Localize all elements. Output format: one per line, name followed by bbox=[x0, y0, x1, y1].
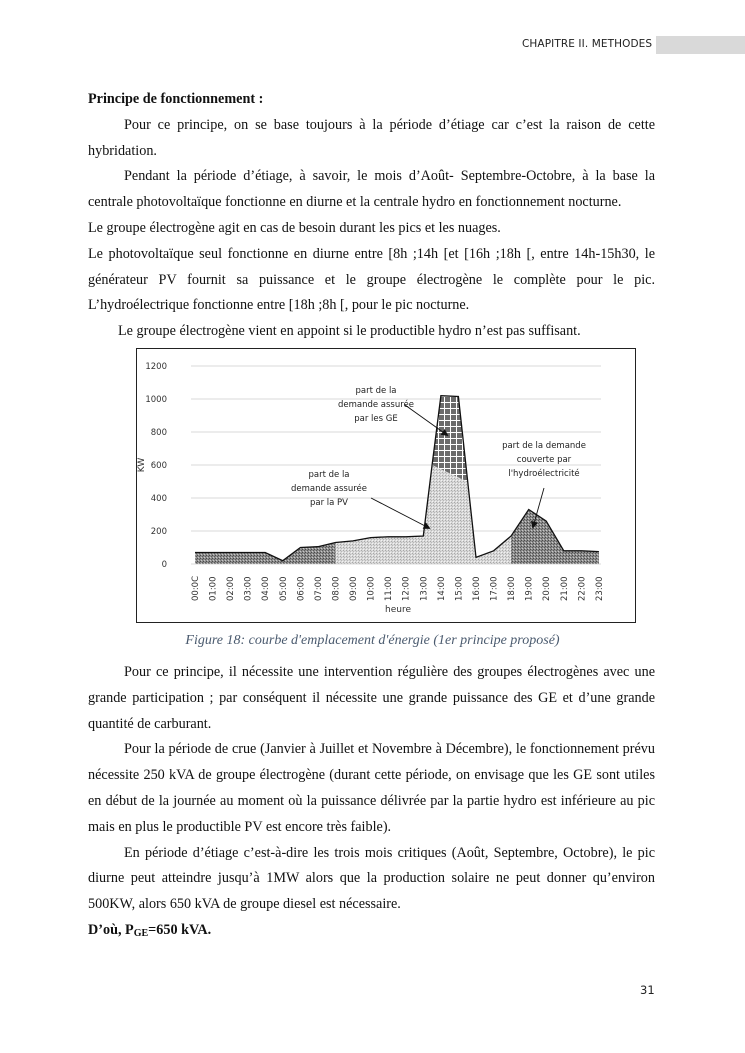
area-hydro-night bbox=[195, 543, 336, 565]
svg-text:15:00: 15:00 bbox=[454, 576, 465, 601]
svg-text:demande assurée: demande assurée bbox=[337, 400, 415, 410]
paragraph: Pour ce principe, il nécessite une intervention régulière des groupes électrogènes avec une grande participation ; par conséquent il nécessite une grande puissance des GE et d’une grande quantité de carburant. bbox=[88, 664, 655, 732]
svg-text:demande assurée: demande assurée bbox=[290, 484, 368, 494]
svg-text:20:00: 20:00 bbox=[542, 576, 553, 601]
section-principle bbox=[88, 87, 655, 345]
svg-text:02:00: 02:00 bbox=[226, 576, 237, 601]
chapter-title: CHAPITRE II. METHODES bbox=[522, 38, 653, 50]
svg-text:09:00: 09:00 bbox=[349, 576, 359, 601]
svg-text:1000: 1000 bbox=[145, 395, 167, 405]
svg-text:10:00: 10:00 bbox=[366, 576, 377, 601]
conclusion-formula bbox=[88, 918, 655, 947]
header-decoration-bar bbox=[656, 36, 745, 54]
svg-text:13:00: 13:00 bbox=[419, 576, 430, 601]
svg-text:06:00: 06:00 bbox=[296, 576, 307, 601]
svg-text:part de la: part de la bbox=[308, 470, 350, 480]
paragraph: Pendant la période d’étiage, à savoir, le mois d’Août- Septembre-Octobre, à la base la centrale photovoltaïque fonctionne en diurne et la centrale hydro en fonctionnement nocturne. bbox=[88, 168, 655, 211]
section-conclusion bbox=[88, 660, 655, 947]
svg-text:0: 0 bbox=[161, 560, 167, 570]
svg-text:12:00: 12:00 bbox=[401, 576, 412, 601]
svg-text:couverte par: couverte par bbox=[516, 455, 572, 465]
annotation-hydro bbox=[502, 441, 586, 479]
paragraph: Pour ce principe, on se base toujours à la période d’étiage car c’est la raison de cette hybridation. bbox=[88, 116, 655, 159]
svg-text:04:00: 04:00 bbox=[261, 576, 272, 601]
area-chart-svg bbox=[137, 349, 637, 624]
svg-text:l'hydroélectricité: l'hydroélectricité bbox=[508, 469, 580, 479]
formula-prefix: D’où, P bbox=[88, 921, 134, 938]
svg-text:21:00: 21:00 bbox=[559, 576, 570, 601]
paragraph: En période d’étiage c’est-à-dire les trois mois critiques (Août, Septembre, Octobre), le pic diurne peut atteindre jusqu’à 1MW alors que la production solaire ne peut donner qu’environ 500KW, alors 650 kVA de groupe diesel est nécessaire. bbox=[88, 844, 655, 913]
svg-text:400: 400 bbox=[150, 494, 167, 504]
figure-caption: Figure 18: courbe d'emplacement d'énergie (1er principe proposé) bbox=[185, 633, 560, 648]
svg-text:19:00: 19:00 bbox=[524, 576, 535, 601]
svg-text:1200: 1200 bbox=[145, 362, 167, 372]
x-axis-ticks bbox=[191, 576, 605, 601]
svg-text:23:00: 23:00 bbox=[594, 576, 605, 601]
formula-subscript: GE bbox=[133, 927, 149, 939]
paragraph: Pour la période de crue (Janvier à Juillet et Novembre à Décembre), le fonctionnement prévu nécessite 250 kVA de groupe électrogène (durant cette période, on envisage que les GE sont utiles en début de la journée au moment où la puissance délivrée par la partie hydro est inférieure au pic mais en plus le productible PV est encore très faible). bbox=[88, 741, 655, 835]
svg-text:08:00: 08:00 bbox=[331, 576, 342, 601]
svg-text:22:00: 22:00 bbox=[577, 576, 588, 601]
svg-text:07:00: 07:00 bbox=[313, 576, 324, 601]
svg-text:18:00: 18:00 bbox=[507, 576, 518, 601]
paragraph: Le photovoltaïque seul fonctionne en diurne entre [8h ;14h [et [16h ;18h [, entre 14h-15h30, le générateur PV fournit sa puissance et le groupe électrogène le complète pour le pic. L’hydroélectrique fonctionne entre [18h ;8h [, pour le pic nocturne. bbox=[88, 245, 655, 314]
page-number: 31 bbox=[640, 983, 655, 997]
svg-text:part de la demande: part de la demande bbox=[502, 441, 586, 451]
svg-text:01:00: 01:00 bbox=[208, 576, 219, 601]
energy-chart bbox=[136, 348, 636, 623]
svg-text:14:00: 14:00 bbox=[436, 576, 447, 601]
annotation-ge bbox=[338, 386, 414, 424]
section-heading: Principe de fonctionnement : bbox=[88, 91, 264, 107]
svg-text:16:00: 16:00 bbox=[472, 576, 482, 601]
formula-suffix: =650 kVA. bbox=[148, 921, 212, 938]
svg-text:05:00: 05:00 bbox=[278, 576, 289, 601]
paragraph: Le groupe électrogène agit en cas de besoin durant les pics et les nuages. bbox=[88, 219, 501, 236]
svg-text:800: 800 bbox=[150, 428, 167, 438]
svg-text:par les GE: par les GE bbox=[354, 414, 398, 424]
svg-text:part de la: part de la bbox=[355, 386, 397, 396]
arrow-pv bbox=[371, 498, 429, 528]
svg-text:600: 600 bbox=[150, 461, 167, 471]
svg-text:par la PV: par la PV bbox=[309, 498, 349, 508]
svg-text:00:0C: 00:0C bbox=[191, 575, 201, 601]
y-axis-ticks bbox=[145, 362, 167, 570]
y-axis-label: KW bbox=[137, 457, 147, 473]
svg-text:11:00: 11:00 bbox=[384, 576, 395, 601]
svg-text:03:00: 03:00 bbox=[243, 576, 254, 601]
area-pv bbox=[336, 465, 512, 564]
annotation-pv bbox=[291, 470, 367, 508]
paragraph: Le groupe électrogène vient en appoint si le productible hydro n’est pas suffisant. bbox=[118, 323, 581, 340]
x-axis-label: heure bbox=[385, 605, 411, 615]
svg-text:17:00: 17:00 bbox=[489, 576, 500, 601]
svg-text:200: 200 bbox=[150, 527, 167, 537]
